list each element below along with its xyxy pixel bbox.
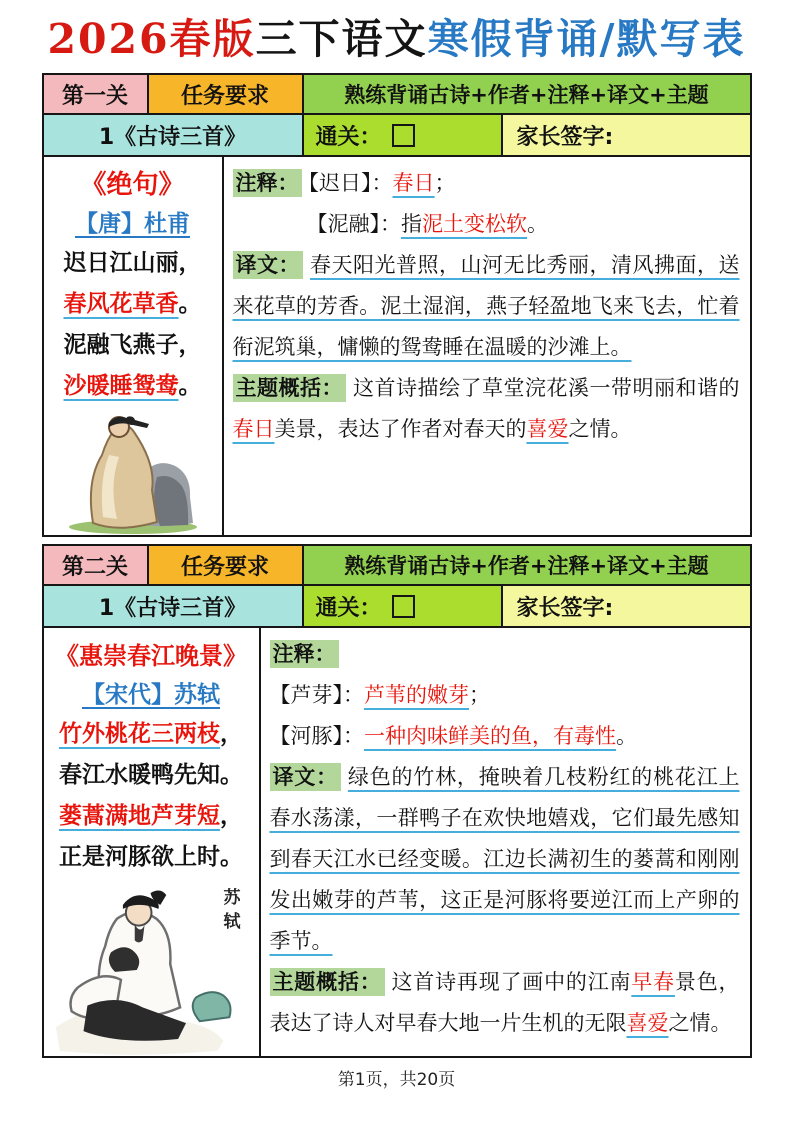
artist-name-label: 苏轼 [219,888,240,937]
text-segment: 芦苇的嫩芽 [364,683,469,708]
task-label-cell: 任务要求 [149,75,304,113]
stage-2-table [42,544,752,1058]
text-segment: 迟日江山丽， [63,250,202,277]
notes-cell [261,628,750,1056]
text-segment: 竹外桃花三两枝 [59,721,220,748]
poem-line [59,796,243,837]
stage-1-header-row [44,75,750,115]
stage-1-lesson-row [44,115,750,157]
text-segment: 泥融飞燕子， [63,332,202,359]
note-paragraph [233,163,740,204]
poem-line [59,755,243,796]
text-segment: 一种肉味鲜美的鱼，有毒性 [364,724,616,749]
stage-1-content-row [44,157,750,535]
text-segment: 早春 [631,970,675,995]
sushi-illustration [48,878,255,1056]
title-part-grade: 三下语文 [255,15,428,63]
text-segment: 春风花草香 [63,291,179,318]
text-segment: 喜爱 [526,417,569,442]
text-segment: 喜爱 [626,1011,669,1036]
stage-label-cell: 第二关 [44,546,149,584]
poem-line [64,284,202,325]
text-segment: 译文： [233,251,304,279]
text-segment: ， [220,803,243,830]
text-segment: ； [434,171,456,196]
text-segment: 主题概括： [270,968,385,996]
pass-label: 通关： [315,595,382,621]
text-segment: 蒌蒿满地芦芽短 [59,803,220,830]
title-part-edition: 2026春版 [47,15,256,63]
poem-title: 《惠崇春江晚景》 [55,642,247,671]
stage-label-cell: 第一关 [44,75,149,113]
text-segment: 。 [616,724,637,749]
poem-cell [44,157,224,535]
note-paragraph [270,634,740,675]
text-segment: 春江水暖鸭先知。 [59,762,243,789]
note-paragraph [270,962,740,1044]
parent-signature-cell: 家长签字: [503,115,750,155]
note-paragraph [270,675,740,716]
text-segment: 景色，表达了诗人对早春大地一片生机的无限 [269,970,740,1036]
stage-1-table [42,73,752,537]
text-segment: 【泥融】： [306,212,401,237]
text-segment: 这首诗再现了画中的江南 [391,970,632,995]
note-paragraph [270,757,740,962]
task-value-cell: 熟练背诵古诗+作者+注释+译文+主题 [304,546,750,584]
poem-lines [59,714,243,878]
text-segment: 沙暖睡鸳鸯 [63,373,179,400]
text-segment: 。 [178,291,202,318]
text-segment: 美景，表达了作者对春天的 [274,417,527,442]
note-paragraph [233,368,740,450]
text-segment: 【芦芽】： [269,683,364,708]
poem-line [64,243,202,284]
text-segment: 春天阳光普照，山河无比秀丽，清风拂面，送来花草的芳香。泥土湿润，燕子轻盈地飞来飞去，忙着衔泥筑巢，慵懒的鸳鸯睡在温暖的沙滩上。 [232,253,740,360]
text-segment: 指 [401,212,422,237]
pass-label: 通关： [315,124,382,150]
stage-2-content-row [44,628,750,1056]
stage-2-header-row [44,546,750,586]
text-segment: 【河豚】： [269,724,364,749]
text-segment: 主题概括： [233,374,347,402]
note-paragraph [233,204,740,245]
worksheet-page [0,16,793,1122]
pass-status-cell [304,586,503,626]
page-number-footer: 第1页，共20页 [337,1070,456,1091]
text-segment: 春日 [392,171,435,196]
text-segment: 这首诗描绘了草堂浣花溪一带明丽和谐的 [353,376,740,401]
lesson-title-cell: 1《古诗三首》 [44,586,304,626]
poem-author: 【宋代】苏轼 [82,682,220,709]
text-segment: 春日 [232,417,275,442]
task-value-cell: 熟练背诵古诗+作者+注释+译文+主题 [304,75,750,113]
text-segment: 绿色的竹林，掩映着几枝粉红的桃花江上春水荡漾，一群鸭子在欢快地嬉戏，它们最先感知到春天江水已经变暖。江边长满初生的蒌蒿和刚刚发出嫩芽的芦苇，这正是河豚将要逆江而上产卵的季节。 [269,765,740,954]
title-part-subject: 寒假背诵/默写表 [427,15,746,63]
poem-lines [64,243,202,407]
text-segment: 【迟日】： [308,171,393,196]
lesson-title-cell: 1《古诗三首》 [44,115,304,155]
text-segment: 正是河豚欲上时。 [59,844,243,871]
text-segment: ， [220,721,243,748]
poem-line [64,325,202,366]
text-segment: 注释： [233,169,302,197]
poem-cell [44,628,261,1056]
note-paragraph [270,716,740,757]
notes-cell [224,157,750,535]
note-paragraph [233,245,740,368]
text-segment: 之情。 [668,1011,732,1036]
page-title [0,16,793,63]
text-segment: ； [469,683,490,708]
text-segment: 泥土变松软 [422,212,527,237]
text-segment: 注释： [270,640,339,668]
stage-2-lesson-row [44,586,750,628]
pass-status-cell [304,115,503,155]
text-segment: 。 [178,373,202,400]
text-segment: 。 [527,212,548,237]
text-segment: 译文： [270,763,341,791]
pass-checkbox[interactable] [392,595,415,618]
seated-poet-painting [53,407,213,535]
pass-checkbox[interactable] [392,124,415,147]
poem-title: 《绝句》 [80,170,185,201]
poem-line [59,837,243,878]
poem-line [64,366,202,407]
task-label-cell: 任务要求 [149,546,304,584]
text-segment: 之情。 [568,417,632,442]
dufu-illustration [48,407,218,535]
parent-signature-cell: 家长签字: [503,586,750,626]
poem-line [59,714,243,755]
poem-author: 【唐】杜甫 [75,211,190,238]
